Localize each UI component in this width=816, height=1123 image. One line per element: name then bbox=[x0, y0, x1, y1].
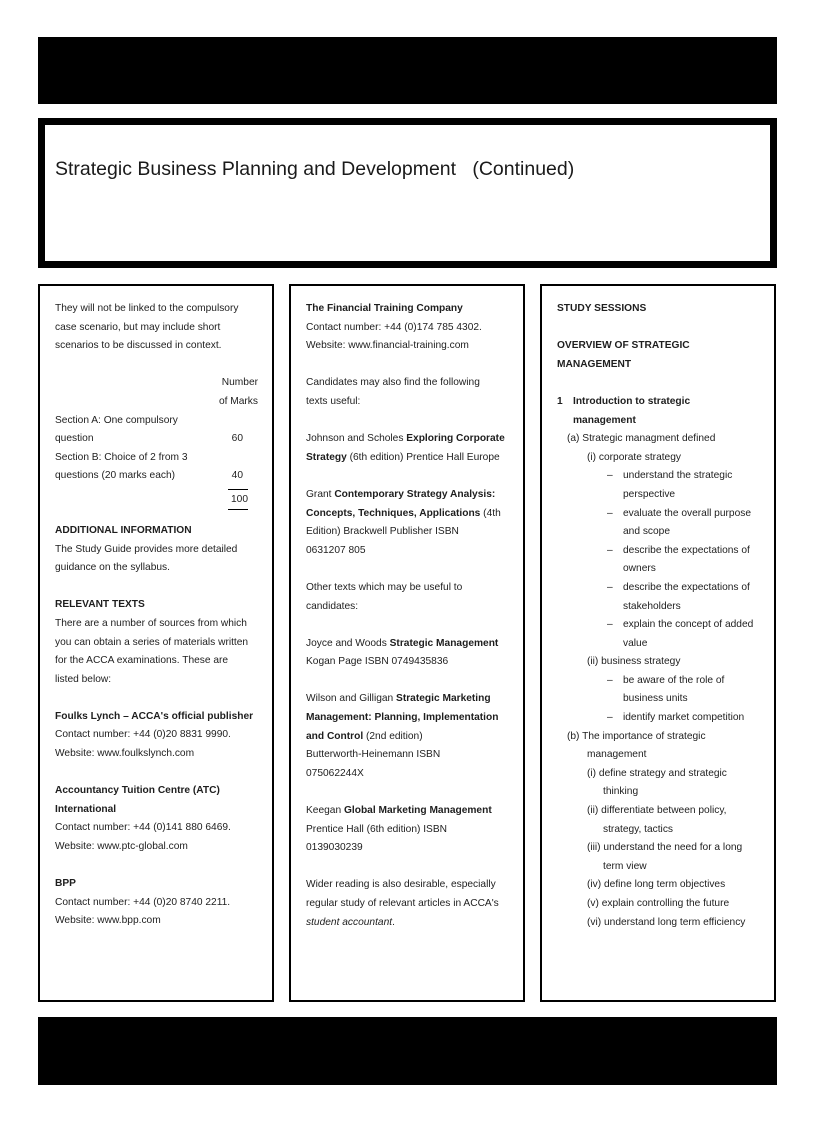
list-item-text: describe the expectations of bbox=[623, 581, 750, 593]
book-details: (6th edition) Prentice Hall Europe bbox=[346, 451, 500, 463]
list-item-text: evaluate the overall purpose bbox=[623, 507, 751, 519]
numbered-item bbox=[557, 914, 764, 933]
item-text: understand long term efficiency bbox=[604, 916, 746, 928]
ftc-website: Website: www.financial-training.com bbox=[306, 340, 469, 352]
wider-reading bbox=[306, 914, 513, 933]
numbered-item bbox=[557, 876, 764, 895]
provider-name: BPP bbox=[55, 878, 76, 890]
rule-above-total bbox=[228, 489, 248, 490]
numbered-item bbox=[557, 765, 764, 784]
marks-header: of Marks bbox=[218, 395, 258, 407]
additional-heading: ADDITIONAL INFORMATION bbox=[55, 524, 192, 536]
section-a-row bbox=[55, 430, 262, 449]
relevant-text: listed below: bbox=[55, 673, 112, 685]
additional-text: The Study Guide provides more detailed bbox=[55, 543, 238, 555]
item-number: (v) bbox=[587, 898, 599, 909]
top-black-bar bbox=[38, 37, 777, 104]
subsection-title: (ii) business strategy bbox=[587, 656, 681, 668]
book-grant bbox=[306, 486, 513, 505]
book-title: Management: Planning, Implementation bbox=[306, 712, 499, 724]
list-item bbox=[557, 616, 764, 635]
item-text: define strategy and strategic bbox=[598, 767, 727, 779]
item-number: (ii) bbox=[587, 805, 599, 817]
book-isbn: 0139030239 bbox=[306, 842, 363, 854]
list-item-text: stakeholders bbox=[623, 600, 681, 612]
list-item bbox=[557, 505, 764, 524]
section-a-title: (a) Strategic managment defined bbox=[567, 433, 716, 445]
title-frame bbox=[38, 118, 777, 268]
magazine-title: student accountant bbox=[306, 916, 393, 928]
book-wilson bbox=[306, 728, 513, 747]
list-item-text: understand the strategic bbox=[623, 470, 733, 482]
dash-bullet: – bbox=[607, 581, 613, 593]
other-text: Other texts which may be useful to bbox=[306, 581, 463, 593]
item-number: (iii) bbox=[587, 842, 601, 854]
provider-contact: Contact number: +44 (0)20 8831 9990. bbox=[55, 729, 231, 741]
book-author: Wilson and Gilligan bbox=[306, 693, 397, 705]
list-item-text: and scope bbox=[623, 526, 671, 538]
book-details: (2nd edition) bbox=[363, 730, 423, 742]
item-number: (vi) bbox=[587, 916, 602, 928]
list-item bbox=[557, 579, 764, 598]
relevant-heading: RELEVANT TEXTS bbox=[55, 599, 145, 611]
section-b-label: Section B: Choice of 2 from 3 bbox=[55, 451, 188, 463]
section-a-marks: 60 bbox=[231, 433, 243, 445]
list-item-text: identify market competition bbox=[623, 712, 745, 724]
intro-line: scenarios to be discussed in context. bbox=[55, 340, 222, 352]
list-item-text: value bbox=[623, 637, 648, 649]
list-item bbox=[557, 467, 764, 486]
relevant-text: you can obtain a series of materials written bbox=[55, 636, 249, 648]
list-item bbox=[557, 542, 764, 561]
total-marks: 100 bbox=[231, 493, 248, 505]
list-item-text: describe the expectations of bbox=[623, 544, 750, 556]
candidates-text: texts useful: bbox=[306, 395, 361, 407]
intro-line: case scenario, but may include short bbox=[55, 321, 221, 333]
intro-line: They will not be linked to the compulsory bbox=[55, 303, 239, 314]
book-johnson bbox=[306, 430, 513, 449]
item-text: define long term objectives bbox=[604, 879, 726, 891]
book-wilson bbox=[306, 690, 513, 709]
session-title bbox=[557, 393, 764, 412]
dash-bullet: – bbox=[607, 674, 613, 686]
section-b-title: management bbox=[587, 749, 647, 761]
section-b-label: questions (20 marks each) bbox=[55, 470, 176, 482]
list-item-text: perspective bbox=[623, 488, 676, 500]
section-a-label: Section A: One compulsory bbox=[55, 414, 178, 426]
wider-reading: regular study of relevant articles in ACCA's bbox=[306, 898, 499, 909]
marks-header: Number bbox=[221, 377, 258, 389]
relevant-text: There are a number of sources from which bbox=[55, 617, 247, 629]
ftc-name: The Financial Training Company bbox=[306, 303, 463, 314]
section-a-label: question bbox=[55, 433, 94, 445]
session-title-text: management bbox=[573, 414, 636, 426]
item-text: understand the need for a long bbox=[603, 842, 743, 854]
dash-bullet: – bbox=[607, 507, 613, 519]
relevant-text: for the ACCA examinations. These are bbox=[55, 655, 229, 667]
page-title: Strategic Business Planning and Development (Continued) bbox=[55, 158, 575, 180]
dash-bullet: – bbox=[607, 470, 613, 482]
item-text: thinking bbox=[603, 786, 639, 798]
provider-contact: Contact number: +44 (0)141 880 6469. bbox=[55, 822, 231, 834]
provider-name: International bbox=[55, 803, 117, 815]
dash-bullet: – bbox=[607, 712, 613, 724]
list-item bbox=[557, 709, 764, 728]
item-text: explain controlling the future bbox=[601, 898, 730, 909]
additional-text: guidance on the syllabus. bbox=[55, 562, 170, 574]
session-title-text: Introduction to strategic bbox=[573, 395, 691, 407]
list-item-text: business units bbox=[623, 693, 688, 705]
title-panel bbox=[45, 125, 770, 261]
book-title: Strategic Management bbox=[389, 637, 499, 649]
bottom-black-bar bbox=[38, 1017, 777, 1085]
numbered-item bbox=[557, 802, 764, 821]
provider-name: Accountancy Tuition Centre (ATC) bbox=[55, 785, 220, 797]
book-title: Exploring Corporate bbox=[406, 433, 505, 445]
book-title: Strategic Marketing bbox=[396, 693, 491, 705]
overview-heading: OVERVIEW OF STRATEGIC bbox=[557, 340, 690, 352]
wider-reading-end: . bbox=[392, 916, 395, 928]
book-title: and Control bbox=[306, 730, 364, 742]
section-b-marks: 40 bbox=[231, 470, 243, 482]
book-johnson bbox=[306, 449, 513, 468]
list-item-text: be aware of the role of bbox=[623, 674, 725, 686]
provider-name: Foulks Lynch – ACCA's official publisher bbox=[55, 710, 254, 722]
ftc-contact: Contact number: +44 (0)174 785 4302. bbox=[306, 321, 482, 333]
item-text: strategy, tactics bbox=[603, 823, 674, 835]
provider-website: Website: www.ptc-global.com bbox=[55, 841, 188, 853]
total-row bbox=[55, 486, 262, 512]
book-title: Strategy bbox=[306, 451, 347, 463]
session-number: 1 bbox=[557, 395, 563, 407]
list-item-text: owners bbox=[623, 563, 656, 575]
list-item-text: explain the concept of added bbox=[623, 619, 754, 631]
provider-website: Website: www.bpp.com bbox=[55, 915, 161, 927]
column-middle bbox=[289, 284, 525, 1002]
column-left bbox=[38, 284, 274, 1002]
dash-bullet: – bbox=[607, 544, 613, 556]
list-item bbox=[557, 672, 764, 691]
book-details: Edition) Brackwell Publisher ISBN bbox=[306, 526, 459, 538]
book-title: Global Marketing Management bbox=[343, 805, 492, 817]
wider-reading: Wider reading is also desirable, especially bbox=[306, 879, 496, 891]
book-author: Keegan bbox=[306, 805, 344, 817]
item-text: term view bbox=[603, 860, 647, 872]
book-isbn: 0631207 805 bbox=[306, 544, 366, 556]
book-details: (4th bbox=[480, 507, 501, 519]
subsection-title: (i) corporate strategy bbox=[587, 451, 681, 463]
candidates-text: Candidates may also find the following bbox=[306, 377, 480, 389]
section-b-title: (b) The importance of strategic bbox=[567, 730, 706, 742]
provider-website: Website: www.foulkslynch.com bbox=[55, 748, 195, 760]
book-details: Kogan Page ISBN 0749435836 bbox=[306, 656, 449, 668]
numbered-item bbox=[557, 839, 764, 858]
study-sessions-heading: STUDY SESSIONS bbox=[557, 303, 647, 314]
book-title: Contemporary Strategy Analysis: bbox=[334, 488, 496, 500]
item-number: (i) bbox=[587, 767, 597, 779]
column-right bbox=[540, 284, 776, 1002]
section-b-row bbox=[55, 467, 262, 486]
dash-bullet: – bbox=[607, 619, 613, 631]
book-author: Johnson and Scholes bbox=[306, 433, 407, 445]
rule-below-total bbox=[228, 509, 248, 510]
book-isbn: 075062244X bbox=[306, 767, 364, 779]
provider-contact: Contact number: +44 (0)20 8740 2211. bbox=[55, 896, 231, 908]
book-author: Grant bbox=[306, 488, 335, 500]
other-text: candidates: bbox=[306, 600, 359, 612]
book-keegan bbox=[306, 802, 513, 821]
overview-heading: MANAGEMENT bbox=[557, 358, 632, 370]
numbered-item bbox=[557, 895, 764, 914]
book-details: Butterworth-Heinemann ISBN bbox=[306, 749, 441, 761]
book-joyce bbox=[306, 635, 513, 654]
book-title: Concepts, Techniques, Applications bbox=[306, 507, 481, 519]
book-grant bbox=[306, 505, 513, 524]
book-details: Prentice Hall (6th edition) ISBN bbox=[306, 823, 447, 835]
item-text: differentiate between policy, bbox=[601, 805, 727, 817]
item-number: (iv) bbox=[587, 879, 602, 891]
book-author: Joyce and Woods bbox=[306, 637, 390, 649]
